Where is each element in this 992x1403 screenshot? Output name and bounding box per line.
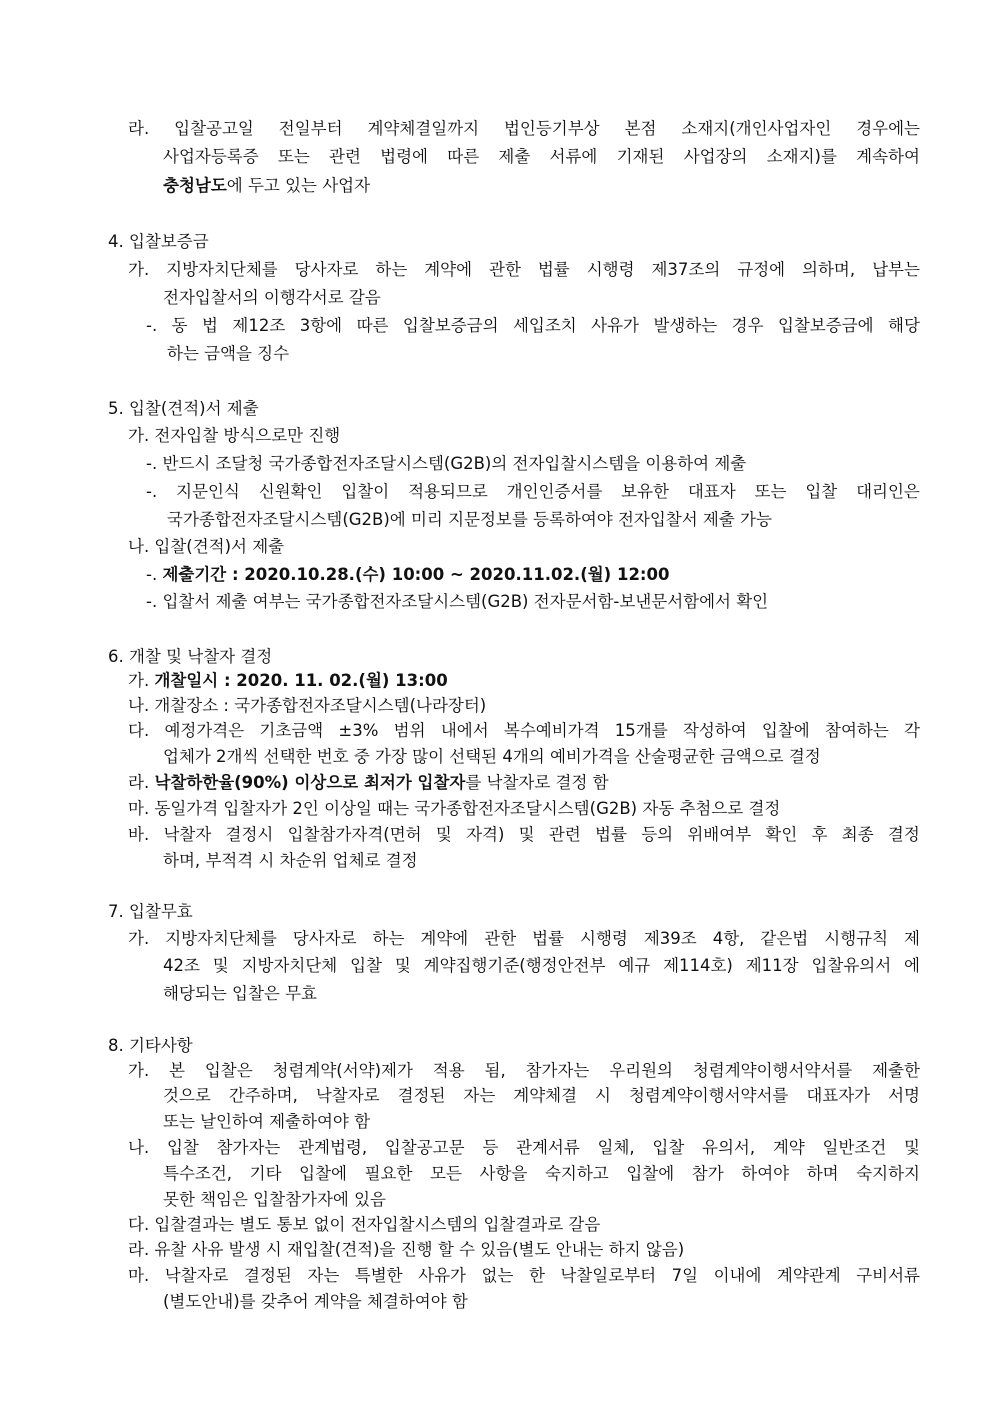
item-ra-line-2: 사업자등록증 또는 관련 법령에 따른 제출 서류에 기재된 사업장의 소재지)를 계속하여: [163, 147, 920, 166]
section-5-na: 나. 입찰(견적)서 제출: [128, 537, 285, 556]
section-8-ga-line-3: 또는 날인하여 제출하여야 함: [163, 1112, 371, 1131]
section-7-heading: 7. 입찰무효: [108, 902, 193, 921]
section-7-ga-line-2: 42조 및 지방자치단체 입찰 및 계약집행기준(행정안전부 예규 제114호) 제11장 입찰유의서 에: [163, 956, 920, 975]
item-ra-line-3-rest: 에 두고 있는 사업자: [226, 176, 371, 195]
section-4-heading: 4. 입찰보증금: [108, 232, 209, 251]
section-7-ga-line-3: 해당되는 입찰은 무효: [163, 984, 317, 1003]
section-4-dash-line-2: 하는 금액을 징수: [167, 344, 290, 363]
section-8-ga-line-1: 가. 본 입찰은 청렴계약(서약)제가 적용 됨, 참가자는 우리원의 청렴계약이행서약서를 제출한: [128, 1061, 920, 1080]
section-6-da-line-1: 다. 예정가격은 기초금액 ±3% 범위 내에서 복수예비가격 15개를 작성하여 입찰에 참여하는 각: [128, 721, 920, 740]
opening-datetime: 개찰일시 : 2020. 11. 02.(월) 13:00: [154, 671, 448, 690]
section-5-na-dash-1: [146, 562, 669, 588]
section-6-ra: [128, 770, 609, 796]
section-7-ga-line-1: 가. 지방자치단체를 당사자로 하는 계약에 관한 법률 시행령 제39조 4항, 같은법 시행규칙 제: [128, 929, 920, 948]
section-8-na-line-2: 특수조건, 기타 입찰에 필요한 모든 사항을 숙지하고 입찰에 참가 하여야 하며 숙지하지: [163, 1164, 920, 1183]
section-4-ga-line-1: 가. 지방자치단체를 당사자로 하는 계약에 관한 법률 시행령 제37조의 규정에 의하며, 납부는: [128, 260, 920, 279]
section-5-ga-dash-2-line-1: -. 지문인식 신원확인 입찰이 적용되므로 개인인증서를 보유한 대표자 또는 입찰 대리인은: [146, 482, 920, 501]
item-ra-line-3: [163, 173, 370, 199]
section-6-na: 나. 개찰장소 : 국가종합전자조달시스템(나라장터): [128, 696, 487, 715]
section-5-ga-dash-1: -. 반드시 조달청 국가종합전자조달시스템(G2B)의 전자입찰시스템을 이용하여 제출: [146, 454, 747, 473]
section-8-ra: 라. 유찰 사유 발생 시 재입찰(견적)을 진행 할 수 있음(별도 안내는 하지 않음): [128, 1240, 685, 1259]
region-name: 충청남도: [163, 176, 227, 195]
section-4-dash-line-1: -. 동 법 제12조 3항에 따른 입찰보증금의 세입조치 사유가 발생하는 경우 입찰보증금에 해당: [146, 316, 920, 335]
section-8-ga-line-2: 것으로 간주하며, 낙찰자로 결정된 자는 계약체결 시 청렴계약이행서약서를 대표자가 서명: [163, 1086, 920, 1105]
ra-rest: 를 낙찰자로 결정 함: [465, 773, 609, 792]
section-5-ga-dash-2-line-2: 국가종합전자조달시스템(G2B)에 미리 지문정보를 등록하여야 전자입찰서 제출 가능: [167, 510, 772, 529]
section-8-na-line-1: 나. 입찰 참가자는 관계법령, 입찰공고문 등 관계서류 일체, 입찰 유의서, 계약 일반조건 및: [128, 1138, 920, 1157]
section-4-ga-line-2: 전자입찰서의 이행각서로 갈음: [163, 288, 381, 307]
section-8-heading: 8. 기타사항: [108, 1036, 193, 1055]
section-6-ma: 마. 동일가격 입찰자가 2인 이상일 때는 국가종합전자조달시스템(G2B) 자동 추첨으로 결정: [128, 799, 781, 818]
ga-prefix: 가.: [128, 671, 155, 690]
section-5-heading: 5. 입찰(견적)서 제출: [108, 399, 259, 418]
section-8-ma-line-2: (별도안내)를 갖추어 계약을 체결하여야 함: [163, 1292, 468, 1311]
section-6-ba-line-1: 바. 낙찰자 결정시 입찰참가자격(면허 및 자격) 및 관련 법률 등의 위배여부 확인 후 최종 결정: [128, 825, 920, 844]
section-6-ba-line-2: 하며, 부적격 시 차순위 업체로 결정: [163, 851, 418, 870]
section-8-da: 다. 입찰결과는 별도 통보 없이 전자입찰시스템의 입찰결과로 갈음: [128, 1215, 601, 1234]
dash-prefix: -.: [146, 565, 163, 584]
section-6-heading: 6. 개찰 및 낙찰자 결정: [108, 647, 273, 666]
ra-prefix: 라.: [128, 773, 155, 792]
section-6-da-line-2: 업체가 2개씩 선택한 번호 중 가장 많이 선택된 4개의 예비가격을 산술평균한 금액으로 결정: [163, 747, 821, 766]
item-ra-line-1: 라. 입찰공고일 전일부터 계약체결일까지 법인등기부상 본점 소재지(개인사업자인 경우에는: [128, 119, 920, 138]
section-5-na-dash-2: -. 입찰서 제출 여부는 국가종합전자조달시스템(G2B) 전자문서함-보낸문서함에서 확인: [146, 592, 769, 611]
section-5-ga: 가. 전자입찰 방식으로만 진행: [128, 426, 341, 445]
section-6-ga: [128, 668, 448, 694]
lowest-bidder-rule: 낙찰하한율(90%) 이상으로 최저가 입찰자: [154, 773, 466, 792]
section-8-na-line-3: 못한 책임은 입찰참가자에 있음: [163, 1190, 386, 1209]
section-8-ma-line-1: 마. 낙찰자로 결정된 자는 특별한 사유가 없는 한 낙찰일로부터 7일 이내에 계약관계 구비서류: [128, 1266, 920, 1285]
submission-period: 제출기간 : 2020.10.28.(수) 10:00 ~ 2020.11.02.(월) 12:00: [162, 565, 670, 584]
